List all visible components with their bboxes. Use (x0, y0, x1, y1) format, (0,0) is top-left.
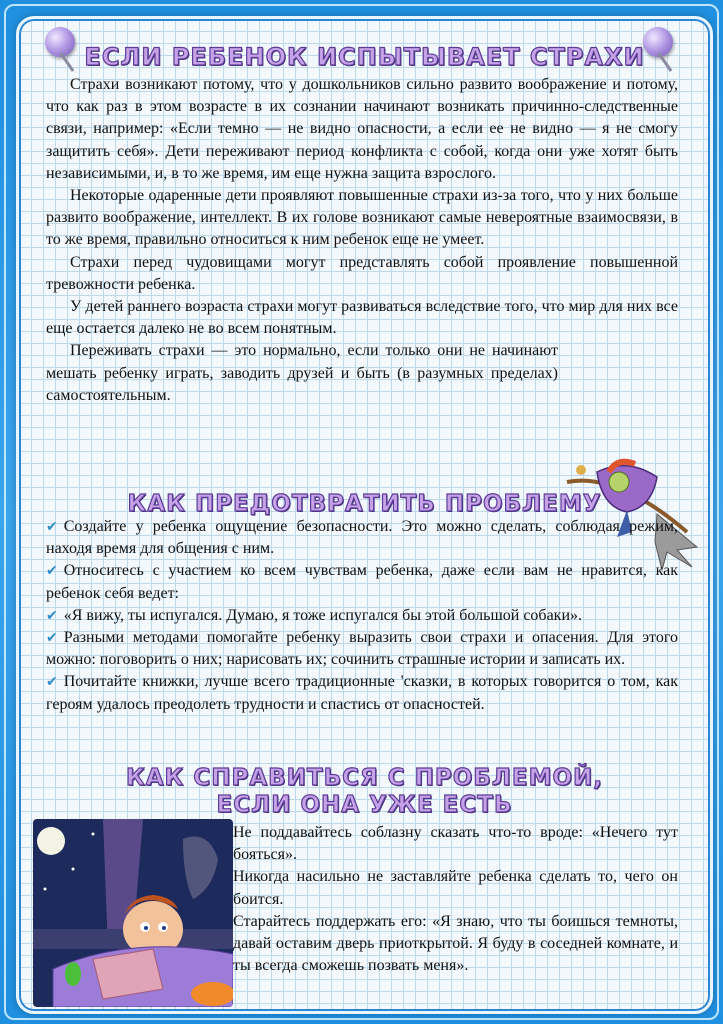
section1-paragraph: Некоторые одаренные дети проявляют повышенные страхи из-за того, что у них больше развито воображение, интеллект. В их голове возникают самые невероятные взаимосвязи, в то же время, правильно относиться к ним ребенок еще не умеет. (46, 187, 678, 249)
section3-title-line2: ЕСЛИ ОНА УЖЕ ЕСТЬ (216, 792, 513, 818)
section3-body (233, 822, 678, 977)
tip-item (46, 671, 678, 715)
section1-title: ЕСЛИ РЕБЕНОК ИСПЫТЫВАЕТ СТРАХИ (84, 43, 645, 71)
child-in-bed-illustration (33, 819, 233, 1007)
tip-text: «Я вижу, ты испугался. Думаю, я тоже испугался бы этой большой собаки». (63, 606, 583, 624)
section2-body (46, 516, 678, 716)
tip-text: Относитесь с участием ко всем чувствам ребенка, даже если вам не нравится, как ребенок себя ведет: (46, 562, 678, 602)
check-icon: ✔ (46, 563, 58, 580)
section3-paragraph: Никогда насильно не заставляйте ребенка сделать то, чего он боится. (233, 868, 678, 908)
tip-text: Создайте у ребенка ощущение безопасности. Это можно сделать, соблюдая режим, находя время для общения с ним. (46, 518, 678, 558)
section3-title-line1: КАК СПРАВИТЬСЯ С ПРОБЛЕМОЙ, (125, 765, 604, 791)
section1-paragraph: Переживать страхи — это нормально, если только они не начинают мешать ребенку играть, заводить друзей и быть (в разумных пределах) самостоятельным. (46, 342, 558, 404)
check-icon: ✔ (46, 674, 58, 691)
section1-paragraph: Страхи перед чудовищами могут представлять собой проявление повышенной тревожности ребенка. (46, 253, 678, 293)
section1-body (46, 74, 678, 407)
check-icon: ✔ (46, 630, 58, 647)
section2-title: КАК ПРЕДОТВРАТИТЬ ПРОБЛЕМУ (127, 491, 602, 517)
tip-item (46, 605, 678, 627)
tip-item (46, 560, 678, 604)
section3-paragraph: Старайтесь поддержать его: «Я знаю, что ты боишься темноты, давай оставим дверь приоткрытой. Я буду в соседней комнате, и ты всегда сможешь позвать меня». (233, 912, 678, 975)
tip-item (46, 627, 678, 671)
poster-sheet (16, 16, 713, 1014)
section1-paragraph: Страхи возникают потому, что у дошкольников сильно развито воображение и потому, что как раз в этом возрасте в их сознании начинают возникать причинно-следственные связи, например: «Если темно — не видно опасности, а если ее не видно — я не смогу защитить себя». Дети переживают период конфликта с собой, когда они уже хотят быть независимыми, и, в то же время, им еще нужна защита взрослого. (46, 76, 678, 182)
tip-text: Разными методами помогайте ребенку выразить свои страхи и опасения. Для этого можно: поговорить о них; нарисовать их; сочинить страшные истории и записать их. (46, 629, 678, 669)
check-icon: ✔ (46, 519, 58, 535)
check-icon: ✔ (46, 607, 58, 624)
tip-text: Почитайте книжки, лучше всего традиционные 'сказки, в которых говорится о том, как героям удалось преодолеть трудности и спастись от опасностей. (46, 673, 678, 713)
section1-paragraph: У детей раннего возраста страхи могут развиваться вследствие того, что мир для них все еще остается далеко не во всем понятным. (46, 298, 678, 338)
tip-item (46, 516, 678, 560)
section3-paragraph: Не поддавайтесь соблазну сказать что-то вроде: «Нечего тут бояться». (233, 824, 678, 864)
